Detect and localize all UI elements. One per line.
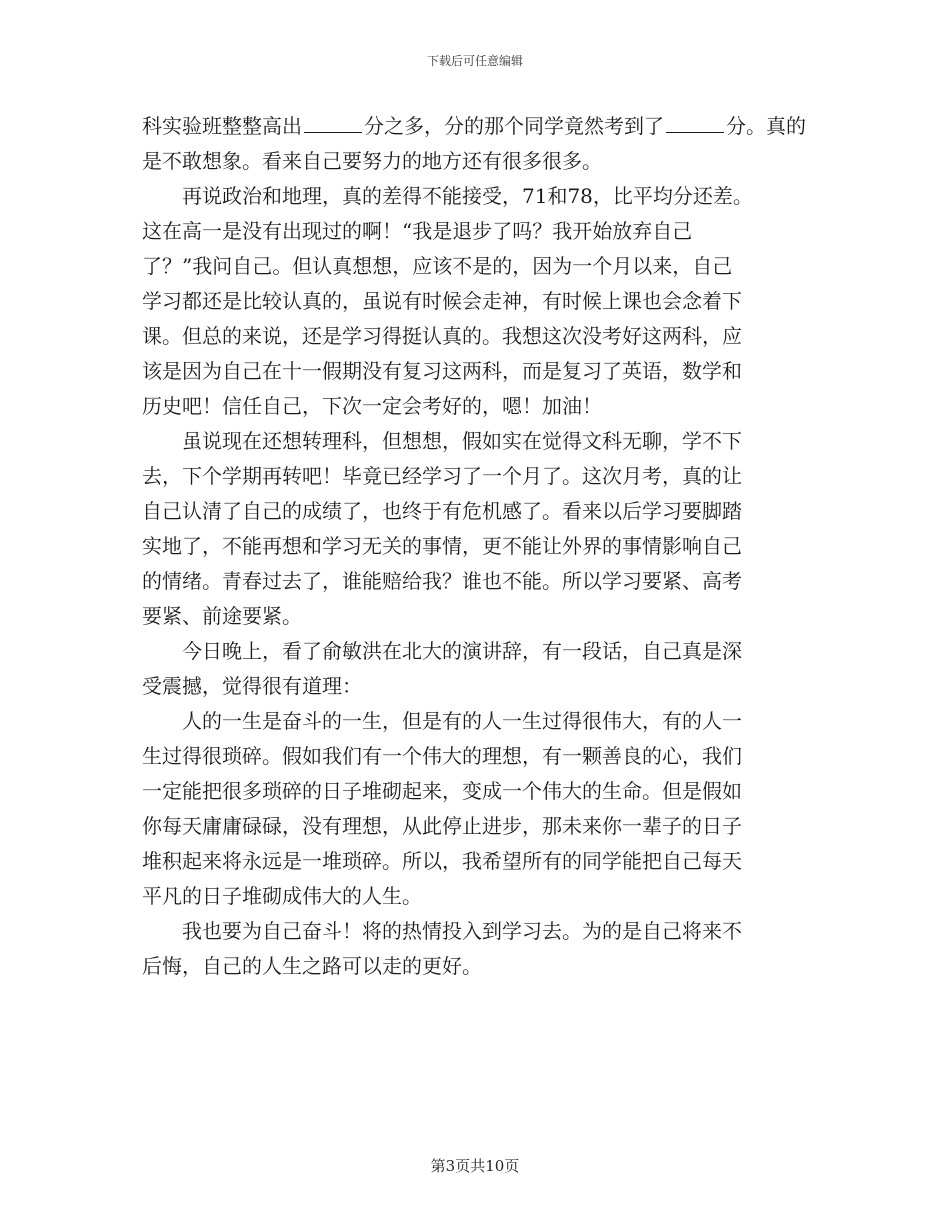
text-line — [142, 669, 812, 704]
text-line — [142, 319, 812, 354]
text-segment: 我也要为自己奋斗！将的热情投入到学习去。为的是自己将来不 — [142, 919, 742, 943]
text-line — [142, 634, 812, 669]
page-header: 下载后可任意编辑 — [426, 54, 523, 68]
text-segment: 要紧、前途要紧。 — [142, 604, 302, 628]
text-segment: 历史吧！信任自己，下次一定会考好的，嗯！加油！ — [142, 394, 602, 418]
text-line — [142, 354, 812, 389]
text-segment: 堆积起来将永远是一堆琐碎。所以，我希望所有的同学能把自己每天 — [142, 849, 742, 873]
text-segment: 后悔，自己的人生之路可以走的更好。 — [142, 954, 482, 978]
fill-in-blank — [666, 115, 724, 133]
text-line — [142, 739, 812, 774]
text-segment: 生过得很琐碎。假如我们有一个伟大的理想，有一颗善良的心，我们 — [142, 744, 742, 768]
text-segment: 去，下个学期再转吧！毕竟已经学习了一个月了。这次月考，真的让 — [142, 464, 742, 488]
text-segment: 自己认清了自己的成绩了，也终于有危机感了。看来以后学习要脚踏 — [142, 499, 742, 523]
fill-in-blank — [304, 115, 362, 133]
text-segment: 一定能把很多琐碎的日子堆砌起来，变成一个伟大的生命。但是假如 — [142, 779, 742, 803]
text-segment: 你每天庸庸碌碌，没有理想，从此停止进步，那未来你一辈子的日子 — [142, 814, 742, 838]
text-line — [142, 844, 812, 879]
text-line — [142, 599, 812, 634]
text-segment: 实地了，不能再想和学习无关的事情，更不能让外界的事情影响自己 — [142, 534, 742, 558]
document-body — [142, 109, 812, 984]
text-segment: 了？”我问自己。但认真想想，应该不是的，因为一个月以来，自己 — [142, 254, 733, 278]
text-line — [142, 284, 812, 319]
text-line — [142, 494, 812, 529]
text-segment: 的情绪。青春过去了，谁能赔给我？谁也不能。所以学习要紧、高考 — [142, 569, 742, 593]
text-line — [142, 424, 812, 459]
text-segment: 学习都还是比较认真的，虽说有时候会走神，有时候上课也会念着下 — [142, 289, 742, 313]
text-line — [142, 459, 812, 494]
page-number: 第3页共10页 — [430, 1157, 520, 1175]
text-line — [142, 389, 812, 424]
text-segment: 受震撼，觉得很有道理： — [142, 674, 362, 698]
text-line — [142, 704, 812, 739]
text-line — [142, 564, 812, 599]
text-line — [142, 109, 812, 144]
text-line — [142, 914, 812, 949]
text-line — [142, 809, 812, 844]
text-segment: 再说政治和地理，真的差得不能接受，71和78，比平均分还差。 — [142, 184, 753, 208]
text-line — [142, 214, 812, 249]
text-line — [142, 144, 812, 179]
text-segment: 今日晚上，看了俞敏洪在北大的演讲辞，有一段话，自己真是深 — [142, 639, 742, 663]
text-segment: 科实验班整整高出 — [142, 114, 302, 138]
text-segment: 该是因为自己在十一假期没有复习这两科，而是复习了英语，数学和 — [142, 359, 742, 383]
text-line — [142, 774, 812, 809]
text-segment: 人的一生是奋斗的一生，但是有的人一生过得很伟大，有的人一 — [142, 709, 742, 733]
text-segment: 是不敢想象。看来自己要努力的地方还有很多很多。 — [142, 149, 602, 173]
text-segment: 平凡的日子堆砌成伟大的人生。 — [142, 884, 422, 908]
text-line — [142, 179, 812, 214]
text-line — [142, 249, 812, 284]
text-segment: 这在高一是没有出现过的啊！“我是退步了吗？我开始放弃自己 — [142, 219, 693, 243]
text-line — [142, 879, 812, 914]
text-segment: 虽说现在还想转理科，但想想，假如实在觉得文科无聊，学不下 — [142, 429, 742, 453]
text-line — [142, 949, 812, 984]
text-segment: 分。真的 — [726, 114, 806, 138]
text-line — [142, 529, 812, 564]
text-segment: 分之多，分的那个同学竟然考到了 — [364, 114, 664, 138]
text-segment: 课。但总的来说，还是学习得挺认真的。我想这次没考好这两科，应 — [142, 324, 742, 348]
